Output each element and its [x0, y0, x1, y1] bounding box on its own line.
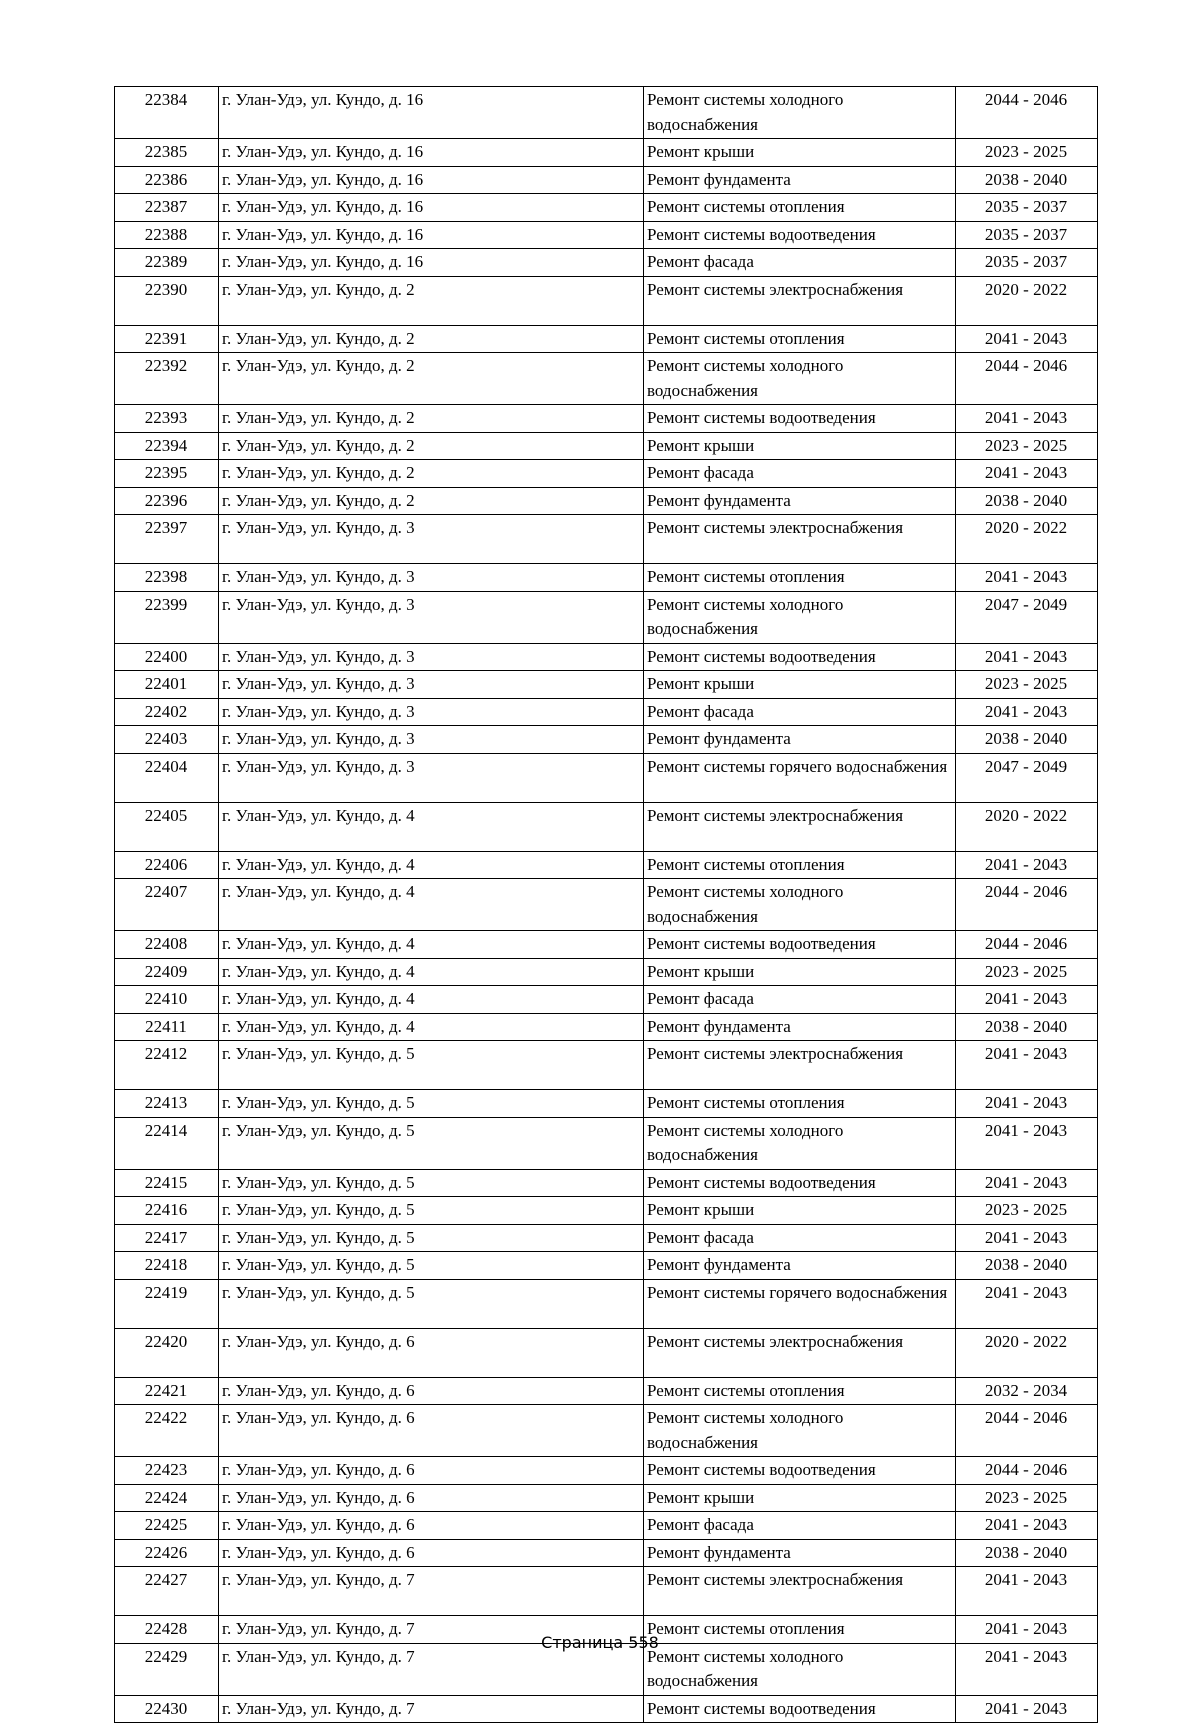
- row-id-cell: 22424: [115, 1484, 219, 1512]
- work-type-cell: Ремонт системы водоотведения: [644, 1169, 956, 1197]
- work-type-cell: Ремонт системы горячего водоснабжения: [644, 753, 956, 802]
- period-cell: 2041 - 2043: [956, 698, 1098, 726]
- row-id-cell: 22418: [115, 1252, 219, 1280]
- row-id-cell: 22420: [115, 1328, 219, 1377]
- row-id-cell: 22392: [115, 353, 219, 405]
- address-cell: г. Улан-Удэ, ул. Кундо, д. 16: [219, 166, 644, 194]
- period-cell: 2041 - 2043: [956, 325, 1098, 353]
- row-id-cell: 22397: [115, 515, 219, 564]
- table-row: [115, 1224, 1098, 1252]
- address-cell: г. Улан-Удэ, ул. Кундо, д. 2: [219, 353, 644, 405]
- row-id-cell: 22423: [115, 1457, 219, 1485]
- table-row: [115, 1567, 1098, 1616]
- work-type-cell: Ремонт системы отопления: [644, 194, 956, 222]
- address-cell: г. Улан-Удэ, ул. Кундо, д. 3: [219, 643, 644, 671]
- period-cell: 2041 - 2043: [956, 405, 1098, 433]
- row-id-cell: 22410: [115, 986, 219, 1014]
- work-type-cell: Ремонт системы отопления: [644, 851, 956, 879]
- table-row: [115, 1695, 1098, 1723]
- address-cell: г. Улан-Удэ, ул. Кундо, д. 2: [219, 487, 644, 515]
- work-type-cell: Ремонт системы водоотведения: [644, 405, 956, 433]
- table-row: [115, 1252, 1098, 1280]
- row-id-cell: 22421: [115, 1377, 219, 1405]
- row-id-cell: 22398: [115, 564, 219, 592]
- row-id-cell: 22416: [115, 1197, 219, 1225]
- work-type-cell: Ремонт фундамента: [644, 166, 956, 194]
- address-cell: г. Улан-Удэ, ул. Кундо, д. 5: [219, 1090, 644, 1118]
- row-id-cell: 22430: [115, 1695, 219, 1723]
- row-id-cell: 22407: [115, 879, 219, 931]
- work-type-cell: Ремонт крыши: [644, 139, 956, 167]
- table-row: [115, 591, 1098, 643]
- work-type-cell: Ремонт системы отопления: [644, 1377, 956, 1405]
- table-row: [115, 1328, 1098, 1377]
- address-cell: г. Улан-Удэ, ул. Кундо, д. 2: [219, 460, 644, 488]
- table-row: [115, 249, 1098, 277]
- table-row: [115, 1484, 1098, 1512]
- row-id-cell: 22429: [115, 1643, 219, 1695]
- address-cell: г. Улан-Удэ, ул. Кундо, д. 7: [219, 1567, 644, 1616]
- work-type-cell: Ремонт фасада: [644, 460, 956, 488]
- address-cell: г. Улан-Удэ, ул. Кундо, д. 7: [219, 1643, 644, 1695]
- work-type-cell: Ремонт системы электроснабжения: [644, 515, 956, 564]
- work-type-cell: Ремонт фасада: [644, 1224, 956, 1252]
- work-type-cell: Ремонт фундамента: [644, 1539, 956, 1567]
- row-id-cell: 22422: [115, 1405, 219, 1457]
- table-row: [115, 879, 1098, 931]
- table-row: [115, 1090, 1098, 1118]
- table-row: [115, 405, 1098, 433]
- work-type-cell: Ремонт фасада: [644, 698, 956, 726]
- address-cell: г. Улан-Удэ, ул. Кундо, д. 3: [219, 671, 644, 699]
- period-cell: 2041 - 2043: [956, 1224, 1098, 1252]
- address-cell: г. Улан-Удэ, ул. Кундо, д. 5: [219, 1224, 644, 1252]
- repair-schedule-table: [114, 86, 1098, 1723]
- row-id-cell: 22411: [115, 1013, 219, 1041]
- row-id-cell: 22389: [115, 249, 219, 277]
- row-id-cell: 22396: [115, 487, 219, 515]
- work-type-cell: Ремонт системы горячего водоснабжения: [644, 1279, 956, 1328]
- row-id-cell: 22405: [115, 802, 219, 851]
- period-cell: 2035 - 2037: [956, 249, 1098, 277]
- table-row: [115, 515, 1098, 564]
- period-cell: 2023 - 2025: [956, 671, 1098, 699]
- period-cell: 2041 - 2043: [956, 986, 1098, 1014]
- row-id-cell: 22402: [115, 698, 219, 726]
- row-id-cell: 22403: [115, 726, 219, 754]
- table-row: [115, 276, 1098, 325]
- table-row: [115, 87, 1098, 139]
- row-id-cell: 22395: [115, 460, 219, 488]
- address-cell: г. Улан-Удэ, ул. Кундо, д. 3: [219, 591, 644, 643]
- period-cell: 2023 - 2025: [956, 432, 1098, 460]
- period-cell: 2041 - 2043: [956, 1616, 1098, 1644]
- period-cell: 2020 - 2022: [956, 802, 1098, 851]
- address-cell: г. Улан-Удэ, ул. Кундо, д. 7: [219, 1695, 644, 1723]
- work-type-cell: Ремонт системы холодного водоснабжения: [644, 353, 956, 405]
- period-cell: 2041 - 2043: [956, 1567, 1098, 1616]
- period-cell: 2047 - 2049: [956, 753, 1098, 802]
- period-cell: 2044 - 2046: [956, 931, 1098, 959]
- table-body: [115, 87, 1098, 1723]
- address-cell: г. Улан-Удэ, ул. Кундо, д. 5: [219, 1197, 644, 1225]
- table-row: [115, 802, 1098, 851]
- address-cell: г. Улан-Удэ, ул. Кундо, д. 3: [219, 564, 644, 592]
- address-cell: г. Улан-Удэ, ул. Кундо, д. 4: [219, 986, 644, 1014]
- row-id-cell: 22415: [115, 1169, 219, 1197]
- address-cell: г. Улан-Удэ, ул. Кундо, д. 16: [219, 249, 644, 277]
- table-row: [115, 1539, 1098, 1567]
- address-cell: г. Улан-Удэ, ул. Кундо, д. 2: [219, 405, 644, 433]
- table-row: [115, 1512, 1098, 1540]
- address-cell: г. Улан-Удэ, ул. Кундо, д. 6: [219, 1512, 644, 1540]
- table-row: [115, 958, 1098, 986]
- work-type-cell: Ремонт системы водоотведения: [644, 221, 956, 249]
- period-cell: 2038 - 2040: [956, 166, 1098, 194]
- row-id-cell: 22384: [115, 87, 219, 139]
- period-cell: 2035 - 2037: [956, 194, 1098, 222]
- address-cell: г. Улан-Удэ, ул. Кундо, д. 4: [219, 851, 644, 879]
- row-id-cell: 22417: [115, 1224, 219, 1252]
- work-type-cell: Ремонт системы холодного водоснабжения: [644, 879, 956, 931]
- address-cell: г. Улан-Удэ, ул. Кундо, д. 5: [219, 1279, 644, 1328]
- period-cell: 2041 - 2043: [956, 1695, 1098, 1723]
- work-type-cell: Ремонт системы отопления: [644, 325, 956, 353]
- table-row: [115, 1041, 1098, 1090]
- row-id-cell: 22385: [115, 139, 219, 167]
- period-cell: 2044 - 2046: [956, 87, 1098, 139]
- address-cell: г. Улан-Удэ, ул. Кундо, д. 4: [219, 879, 644, 931]
- table-row: [115, 194, 1098, 222]
- row-id-cell: 22412: [115, 1041, 219, 1090]
- work-type-cell: Ремонт системы электроснабжения: [644, 1041, 956, 1090]
- work-type-cell: Ремонт крыши: [644, 958, 956, 986]
- work-type-cell: Ремонт системы отопления: [644, 1616, 956, 1644]
- address-cell: г. Улан-Удэ, ул. Кундо, д. 3: [219, 726, 644, 754]
- table-row: [115, 986, 1098, 1014]
- address-cell: г. Улан-Удэ, ул. Кундо, д. 5: [219, 1252, 644, 1280]
- row-id-cell: 22386: [115, 166, 219, 194]
- table-row: [115, 1405, 1098, 1457]
- work-type-cell: Ремонт фасада: [644, 986, 956, 1014]
- row-id-cell: 22394: [115, 432, 219, 460]
- address-cell: г. Улан-Удэ, ул. Кундо, д. 6: [219, 1484, 644, 1512]
- row-id-cell: 22428: [115, 1616, 219, 1644]
- table-row: [115, 460, 1098, 488]
- address-cell: г. Улан-Удэ, ул. Кундо, д. 4: [219, 1013, 644, 1041]
- row-id-cell: 22408: [115, 931, 219, 959]
- table-row: [115, 353, 1098, 405]
- row-id-cell: 22391: [115, 325, 219, 353]
- work-type-cell: Ремонт крыши: [644, 1197, 956, 1225]
- row-id-cell: 22413: [115, 1090, 219, 1118]
- row-id-cell: 22425: [115, 1512, 219, 1540]
- address-cell: г. Улан-Удэ, ул. Кундо, д. 6: [219, 1457, 644, 1485]
- work-type-cell: Ремонт крыши: [644, 671, 956, 699]
- row-id-cell: 22388: [115, 221, 219, 249]
- table-row: [115, 325, 1098, 353]
- address-cell: г. Улан-Удэ, ул. Кундо, д. 6: [219, 1377, 644, 1405]
- period-cell: 2023 - 2025: [956, 1484, 1098, 1512]
- period-cell: 2041 - 2043: [956, 1279, 1098, 1328]
- period-cell: 2044 - 2046: [956, 353, 1098, 405]
- work-type-cell: Ремонт системы отопления: [644, 1090, 956, 1118]
- table-row: [115, 564, 1098, 592]
- table-row: [115, 671, 1098, 699]
- work-type-cell: Ремонт системы холодного водоснабжения: [644, 591, 956, 643]
- address-cell: г. Улан-Удэ, ул. Кундо, д. 4: [219, 931, 644, 959]
- work-type-cell: Ремонт системы водоотведения: [644, 1457, 956, 1485]
- table-row: [115, 851, 1098, 879]
- period-cell: 2023 - 2025: [956, 1197, 1098, 1225]
- table-row: [115, 1457, 1098, 1485]
- period-cell: 2035 - 2037: [956, 221, 1098, 249]
- work-type-cell: Ремонт фасада: [644, 249, 956, 277]
- period-cell: 2041 - 2043: [956, 1090, 1098, 1118]
- address-cell: г. Улан-Удэ, ул. Кундо, д. 16: [219, 87, 644, 139]
- row-id-cell: 22401: [115, 671, 219, 699]
- period-cell: 2038 - 2040: [956, 726, 1098, 754]
- work-type-cell: Ремонт системы водоотведения: [644, 643, 956, 671]
- table-row: [115, 1013, 1098, 1041]
- row-id-cell: 22419: [115, 1279, 219, 1328]
- address-cell: г. Улан-Удэ, ул. Кундо, д. 3: [219, 753, 644, 802]
- period-cell: 2020 - 2022: [956, 276, 1098, 325]
- address-cell: г. Улан-Удэ, ул. Кундо, д. 16: [219, 221, 644, 249]
- row-id-cell: 22399: [115, 591, 219, 643]
- period-cell: 2023 - 2025: [956, 958, 1098, 986]
- table-row: [115, 487, 1098, 515]
- table-row: [115, 1377, 1098, 1405]
- period-cell: 2047 - 2049: [956, 591, 1098, 643]
- table-row: [115, 1117, 1098, 1169]
- period-cell: 2038 - 2040: [956, 1539, 1098, 1567]
- address-cell: г. Улан-Удэ, ул. Кундо, д. 6: [219, 1405, 644, 1457]
- table-row: [115, 1169, 1098, 1197]
- period-cell: 2023 - 2025: [956, 139, 1098, 167]
- work-type-cell: Ремонт системы электроснабжения: [644, 1567, 956, 1616]
- work-type-cell: Ремонт системы водоотведения: [644, 1695, 956, 1723]
- address-cell: г. Улан-Удэ, ул. Кундо, д. 2: [219, 276, 644, 325]
- address-cell: г. Улан-Удэ, ул. Кундо, д. 16: [219, 139, 644, 167]
- work-type-cell: Ремонт системы холодного водоснабжения: [644, 1117, 956, 1169]
- work-type-cell: Ремонт системы холодного водоснабжения: [644, 1643, 956, 1695]
- address-cell: г. Улан-Удэ, ул. Кундо, д. 6: [219, 1328, 644, 1377]
- address-cell: г. Улан-Удэ, ул. Кундо, д. 7: [219, 1616, 644, 1644]
- address-cell: г. Улан-Удэ, ул. Кундо, д. 3: [219, 698, 644, 726]
- work-type-cell: Ремонт фундамента: [644, 1252, 956, 1280]
- address-cell: г. Улан-Удэ, ул. Кундо, д. 5: [219, 1169, 644, 1197]
- table-row: [115, 931, 1098, 959]
- row-id-cell: 22414: [115, 1117, 219, 1169]
- work-type-cell: Ремонт системы отопления: [644, 564, 956, 592]
- address-cell: г. Улан-Удэ, ул. Кундо, д. 5: [219, 1117, 644, 1169]
- work-type-cell: Ремонт фундамента: [644, 726, 956, 754]
- period-cell: 2041 - 2043: [956, 851, 1098, 879]
- period-cell: 2041 - 2043: [956, 1512, 1098, 1540]
- work-type-cell: Ремонт фундамента: [644, 487, 956, 515]
- table-row: [115, 698, 1098, 726]
- address-cell: г. Улан-Удэ, ул. Кундо, д. 6: [219, 1539, 644, 1567]
- table-row: [115, 432, 1098, 460]
- address-cell: г. Улан-Удэ, ул. Кундо, д. 4: [219, 802, 644, 851]
- period-cell: 2044 - 2046: [956, 1405, 1098, 1457]
- period-cell: 2041 - 2043: [956, 1169, 1098, 1197]
- period-cell: 2038 - 2040: [956, 487, 1098, 515]
- period-cell: 2041 - 2043: [956, 564, 1098, 592]
- row-id-cell: 22426: [115, 1539, 219, 1567]
- table-row: [115, 1279, 1098, 1328]
- row-id-cell: 22406: [115, 851, 219, 879]
- row-id-cell: 22390: [115, 276, 219, 325]
- work-type-cell: Ремонт крыши: [644, 432, 956, 460]
- work-type-cell: Ремонт системы электроснабжения: [644, 276, 956, 325]
- period-cell: 2044 - 2046: [956, 1457, 1098, 1485]
- row-id-cell: 22404: [115, 753, 219, 802]
- period-cell: 2041 - 2043: [956, 1117, 1098, 1169]
- period-cell: 2041 - 2043: [956, 1041, 1098, 1090]
- work-type-cell: Ремонт крыши: [644, 1484, 956, 1512]
- work-type-cell: Ремонт фасада: [644, 1512, 956, 1540]
- period-cell: 2020 - 2022: [956, 515, 1098, 564]
- row-id-cell: 22393: [115, 405, 219, 433]
- address-cell: г. Улан-Удэ, ул. Кундо, д. 16: [219, 194, 644, 222]
- work-type-cell: Ремонт фундамента: [644, 1013, 956, 1041]
- table-row: [115, 139, 1098, 167]
- work-type-cell: Ремонт системы водоотведения: [644, 931, 956, 959]
- address-cell: г. Улан-Удэ, ул. Кундо, д. 3: [219, 515, 644, 564]
- address-cell: г. Улан-Удэ, ул. Кундо, д. 5: [219, 1041, 644, 1090]
- period-cell: 2032 - 2034: [956, 1377, 1098, 1405]
- page-number: Страница 558: [541, 1633, 659, 1652]
- table-row: [115, 1197, 1098, 1225]
- address-cell: г. Улан-Удэ, ул. Кундо, д. 2: [219, 325, 644, 353]
- work-type-cell: Ремонт системы холодного водоснабжения: [644, 87, 956, 139]
- table-row: [115, 643, 1098, 671]
- period-cell: 2020 - 2022: [956, 1328, 1098, 1377]
- table-row: [115, 221, 1098, 249]
- row-id-cell: 22427: [115, 1567, 219, 1616]
- period-cell: 2041 - 2043: [956, 643, 1098, 671]
- period-cell: 2044 - 2046: [956, 879, 1098, 931]
- work-type-cell: Ремонт системы холодного водоснабжения: [644, 1405, 956, 1457]
- table-row: [115, 753, 1098, 802]
- address-cell: г. Улан-Удэ, ул. Кундо, д. 4: [219, 958, 644, 986]
- period-cell: 2041 - 2043: [956, 460, 1098, 488]
- table-row: [115, 166, 1098, 194]
- address-cell: г. Улан-Удэ, ул. Кундо, д. 2: [219, 432, 644, 460]
- period-cell: 2038 - 2040: [956, 1252, 1098, 1280]
- period-cell: 2038 - 2040: [956, 1013, 1098, 1041]
- table-row: [115, 726, 1098, 754]
- work-type-cell: Ремонт системы электроснабжения: [644, 1328, 956, 1377]
- row-id-cell: 22387: [115, 194, 219, 222]
- period-cell: 2041 - 2043: [956, 1643, 1098, 1695]
- work-type-cell: Ремонт системы электроснабжения: [644, 802, 956, 851]
- row-id-cell: 22409: [115, 958, 219, 986]
- row-id-cell: 22400: [115, 643, 219, 671]
